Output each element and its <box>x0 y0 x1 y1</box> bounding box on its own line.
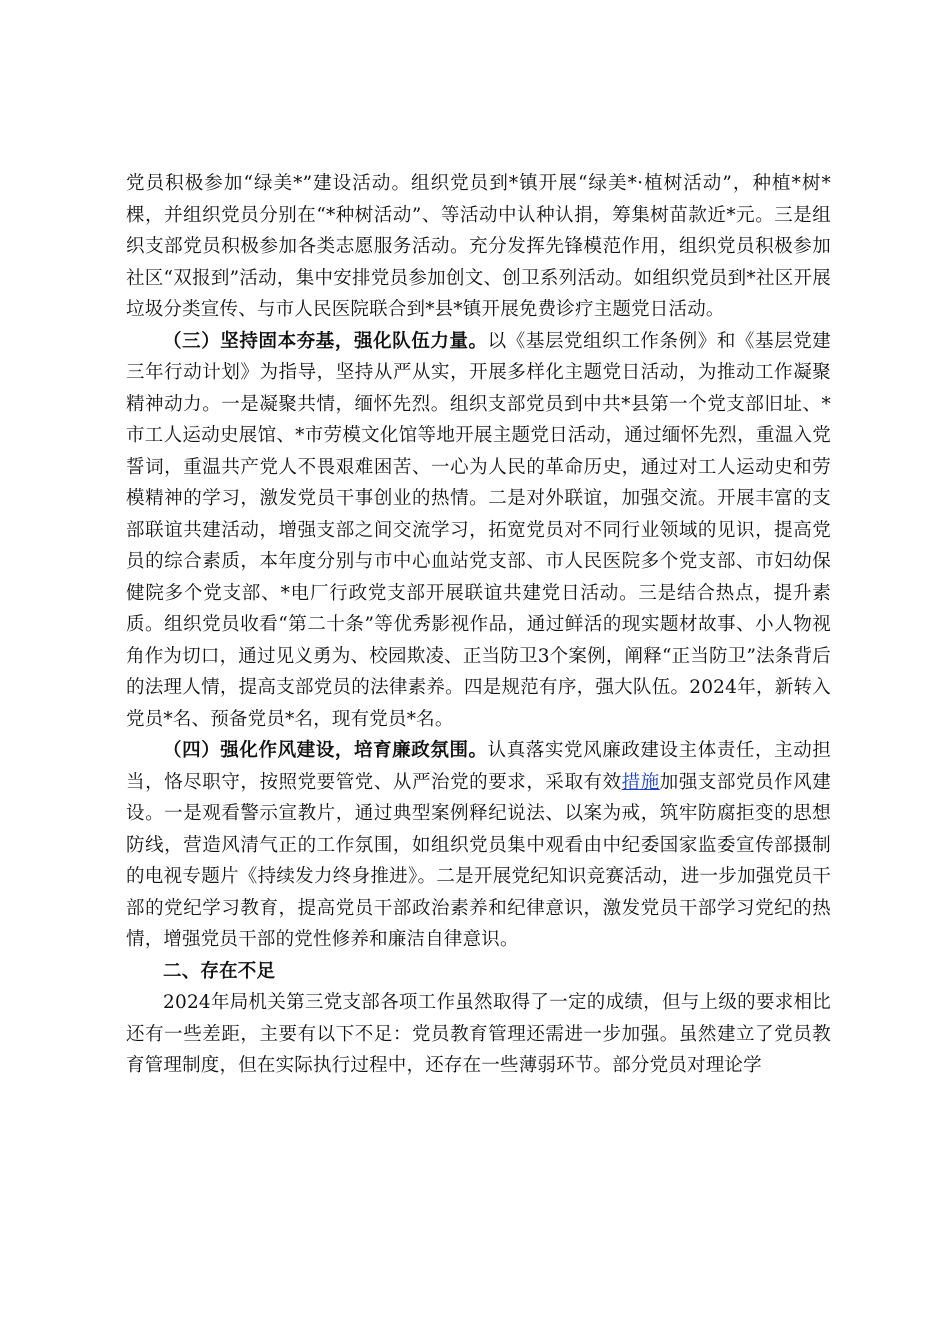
paragraph-green-activities: 党员积极参加“绿美*”建设活动。组织党员到*镇开展“绿美*·植树活动”，种植*树*棵，并组织党员分别在“*种树活动”、等活动中认种认捐，筹集树苗款近*元。三是组织支部党员积极参加各类志愿服务活动。充分发挥先锋模范作用，组织党员积极参加社区“双报到”活动，集中安排党员参加创文、创卫系列活动。如组织党员到*社区开展垃圾分类宣传、与市人民医院联合到*县*镇开展免费诊疗主题党日活动。 <box>126 173 831 320</box>
section-four-text-b: 加强支部党员作风建设。一是观看警示宣教片，通过典型案例释纪说法、以案为戒，筑牢防腐拒变的思想防线，营造风清气正的工作氛围，如组织党员集中观看由中纪委国家监委宣传部摄制的电视专题片《持续发力终身推进》。二是开展党纪知识竞赛活动，进一步加强党员干部的党纪学习教育，提高党员干部政治素养和纪律意识，激发党员干部学习党纪的热情，增强党员干部的党性修养和廉洁自律意识。 <box>126 771 832 950</box>
paragraph-team-building <box>126 326 831 736</box>
section-three-heading: （三）坚持固本夯基，强化队伍力量。 <box>163 330 488 352</box>
paragraph-shortcomings: 2024年局机关第三党支部各项工作虽然取得了一定的成绩，但与上级的要求相比还有一些差距，主要有以下不足：党员教育管理还需进一步加强。虽然建立了党员教育管理制度，但在实际执行过程中，还存在一些薄弱环节。部分党员对理论学 <box>126 992 831 1076</box>
section-three-text: 以《基层党组织工作条例》和《基层党建三年行动计划》为指导，坚持从严从实，开展多样化主题党日活动，为推动工作凝聚精神动力。一是凝聚共情，缅怀先烈。组织支部党员到中共*县第一个党支部旧址、*市工人运动史展馆、*市劳模文化馆等地开展主题党日活动，通过缅怀先烈，重温入党誓词，重温共产党人不畏艰难困苦、一心为人民的革命历史，通过对工人运动史和劳模精神的学习，激发党员干事创业的热情。二是对外联谊，加强交流。开展丰富的支部联谊共建活动，增强支部之间交流学习，拓宽党员对不同行业领域的见识，提高党员的综合素质，本年度分别与市中心血站党支部、市人民医院多个党支部、市妇幼保健院多个党支部、*电厂行政党支部开展联谊共建党日活动。三是结合热点，提升素质。组织党员收看“第二十条”等优秀影视作品，通过鲜活的现实题材故事、小人物视角作为切口，通过见义勇为、校园欺凌、正当防卫3个案例，阐释“正当防卫”法条背后的法理人情，提高支部党员的法律素养。四是规范有序，强大队伍。2024年，新转入党员*名、预备党员*名，现有党员*名。 <box>126 330 832 730</box>
paragraph-work-style <box>126 735 831 956</box>
section-four-heading: （四）强化作风建设，培育廉政氛围。 <box>163 740 488 761</box>
document-body <box>126 168 831 1082</box>
measures-link[interactable]: 措施 <box>621 771 660 793</box>
section-four-text-a: 认真落实党风廉政建设主体责任，主动担当，恪尽职守，按照党要管党、从严治党的要求，采取有效 <box>126 740 832 793</box>
shortcomings-heading: 二、存在不足 <box>163 960 276 982</box>
